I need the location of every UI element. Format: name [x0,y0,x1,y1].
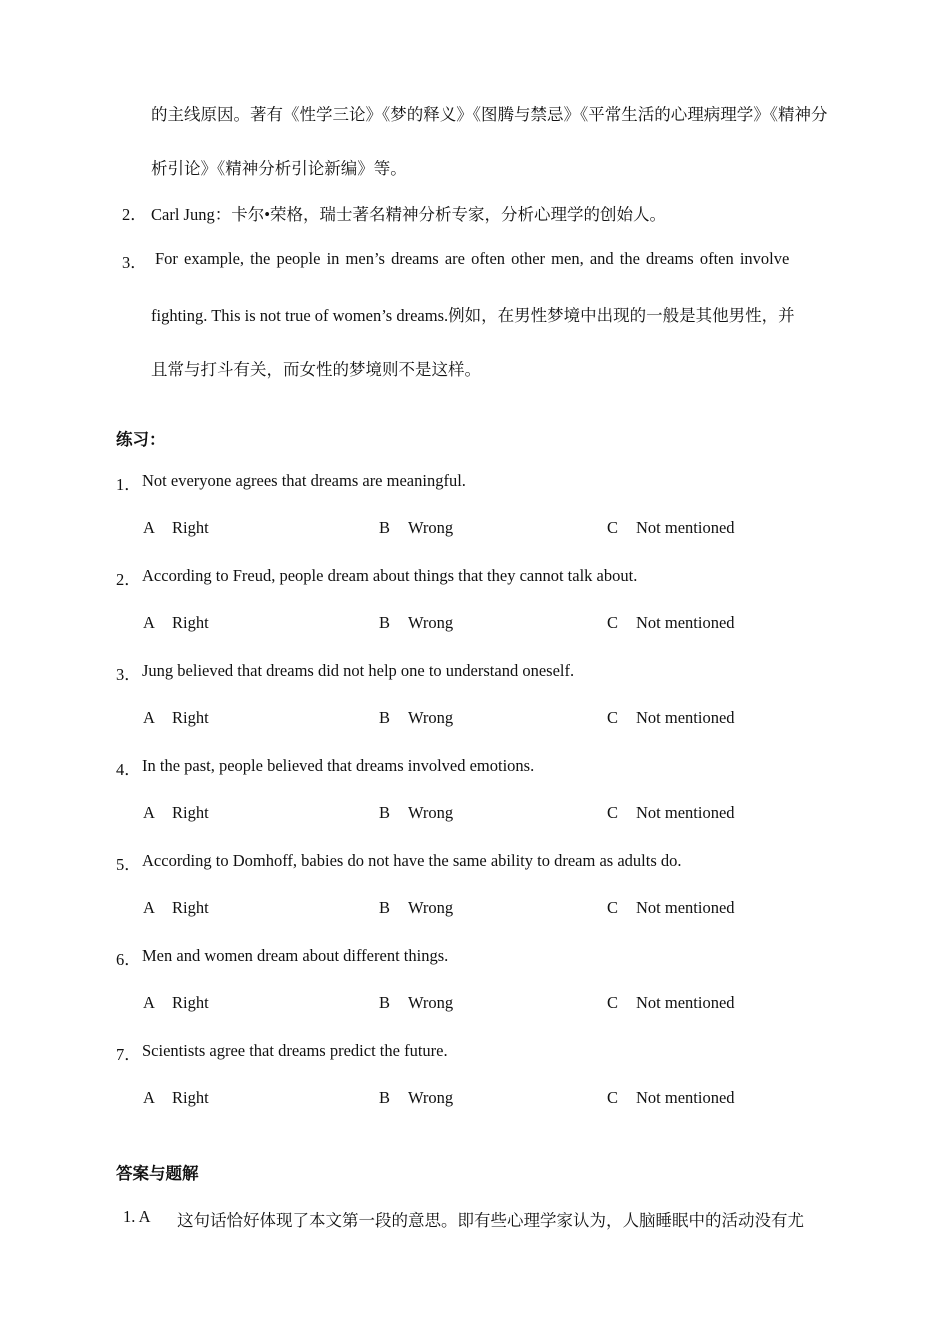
option-text: Right [172,898,209,917]
question-number: 3． [116,665,141,684]
note-2-number: 2． [122,205,147,224]
answer-1-text: 这句话恰好体现了本文第一段的意思。即有些心理学家认为，人脑睡眠中的活动没有尤 [177,1211,804,1230]
question-number: 7． [116,1045,141,1064]
option-letter: C [607,803,619,822]
option-text: Right [172,613,209,632]
option-text: Right [172,1088,209,1107]
question-text: According to Freud, people dream about things that they cannot talk about. [142,566,638,585]
question-number: 6． [116,950,141,969]
question-text: Jung believed that dreams did not help one to understand oneself. [142,661,575,680]
option-text: Not mentioned [636,993,735,1012]
option-letter: A [143,518,155,537]
option-letter: C [607,1088,619,1107]
option-letter: A [143,993,155,1012]
note-3-line-2: fighting. This is not true of women’s dreams.例如，在男性梦境中出现的一般是其他男性，并 [151,306,795,325]
note-1-line-2: 析引论》《精神分析引论新编》等。 [151,159,407,178]
option-text: Wrong [408,613,454,632]
note-1-line-1: 的主线原因。著有《性学三论》《梦的释义》《图腾与禁忌》《平常生活的心理病理学》《精神分 [151,105,828,124]
note-3-line-3: 且常与打斗有关，而女性的梦境则不是这样。 [151,360,481,379]
option-text: Wrong [408,898,454,917]
option-text: Wrong [408,518,454,537]
option-letter: B [379,1088,391,1107]
option-letter: A [143,803,155,822]
option-text: Wrong [408,708,454,727]
option-text: Not mentioned [636,1088,735,1107]
option-letter: C [607,708,619,727]
answer-1-number: 1. A [123,1207,151,1226]
option-letter: A [143,708,155,727]
option-text: Not mentioned [636,803,735,822]
question-number: 5． [116,855,141,874]
question-number: 1． [116,475,141,494]
option-text: Wrong [408,993,454,1012]
option-letter: C [607,518,619,537]
option-letter: B [379,898,391,917]
option-letter: B [379,803,391,822]
note-3-number: 3． [122,253,147,272]
question-text: According to Domhoff, babies do not have the same ability to dream as adults do. [142,851,682,870]
option-text: Not mentioned [636,518,735,537]
option-letter: C [607,613,619,632]
question-text: In the past, people believed that dreams involved emotions. [142,756,535,775]
option-text: Right [172,708,209,727]
option-letter: B [379,613,391,632]
question-number: 2． [116,570,141,589]
option-letter: A [143,1088,155,1107]
question-text: Scientists agree that dreams predict the future. [142,1041,448,1060]
question-number: 4． [116,760,141,779]
answers-heading: 答案与题解 [116,1164,199,1183]
question-text: Men and women dream about different things. [142,946,449,965]
question-text: Not everyone agrees that dreams are meaningful. [142,471,466,490]
option-text: Not mentioned [636,708,735,727]
option-letter: B [379,518,391,537]
option-letter: C [607,898,619,917]
option-text: Not mentioned [636,613,735,632]
option-text: Wrong [408,1088,454,1107]
option-letter: B [379,708,391,727]
option-text: Right [172,993,209,1012]
option-letter: A [143,613,155,632]
note-2-text: Carl Jung：卡尔•荣格，瑞士著名精神分析专家，分析心理学的创始人。 [151,205,666,224]
option-letter: C [607,993,619,1012]
option-text: Not mentioned [636,898,735,917]
option-letter: A [143,898,155,917]
option-letter: B [379,993,391,1012]
option-text: Right [172,518,209,537]
option-text: Right [172,803,209,822]
exercise-heading: 练习： [116,430,166,449]
option-text: Wrong [408,803,454,822]
note-3-line-1: For example, the people in men’s dreams are often other men, and the dreams often involve [155,249,790,268]
